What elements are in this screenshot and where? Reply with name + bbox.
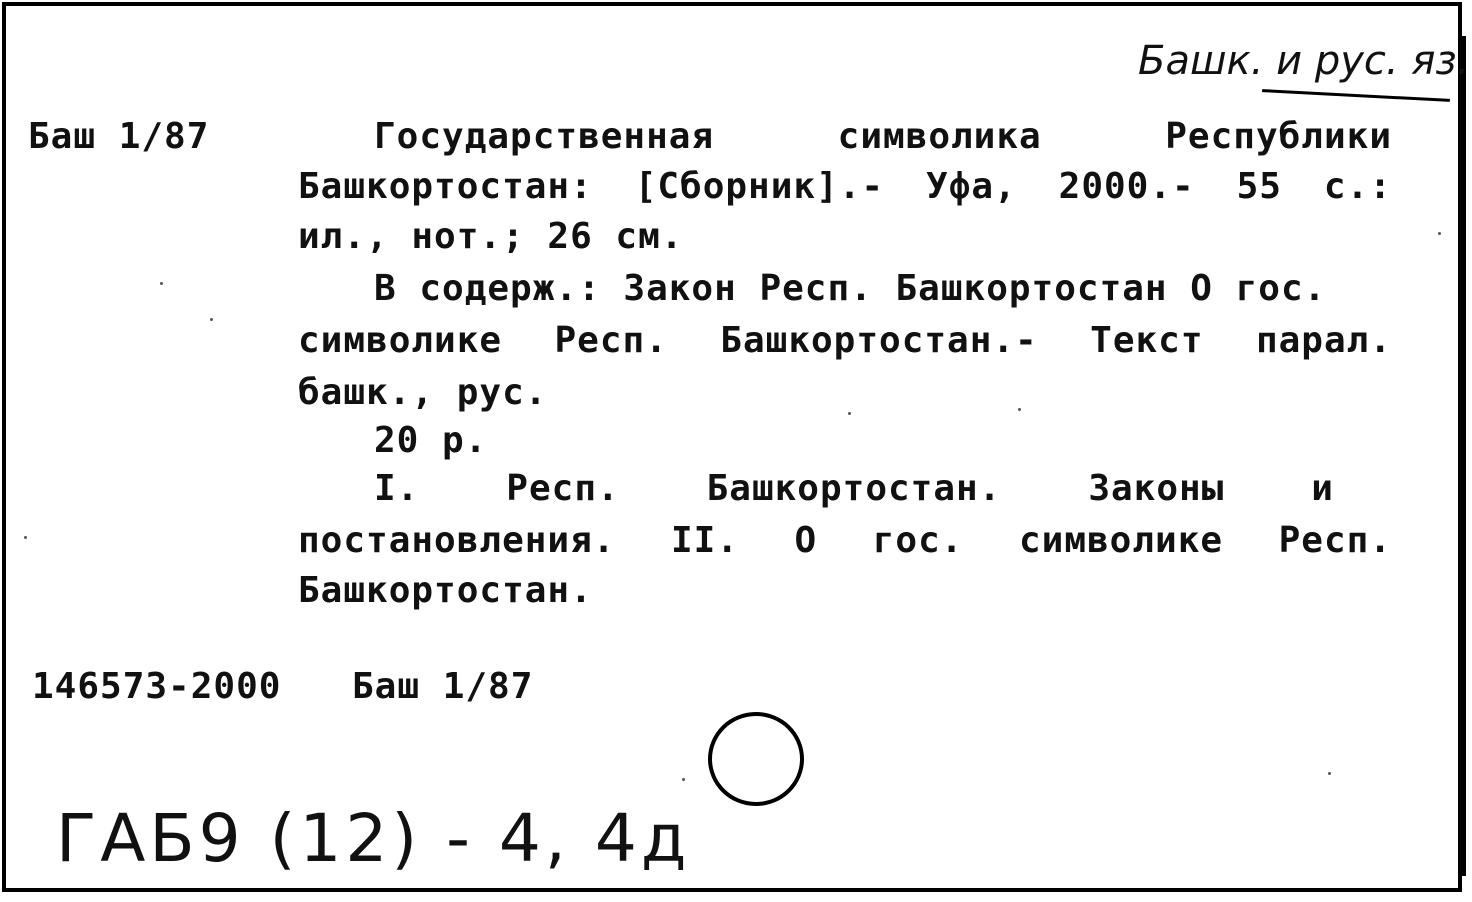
contents-word: Башкортостан.-: [720, 320, 1038, 361]
handwritten-shelfmark: ГАБ9 (12) - 4, 4д: [56, 800, 691, 877]
contents-line-2: [298, 320, 1392, 361]
language-note: Башк. и рус. яз.: [1138, 38, 1470, 84]
title-word: 2000.-: [1058, 166, 1195, 207]
card-edge: [1462, 36, 1466, 876]
scan-speck: [848, 412, 851, 415]
subject-word: символике: [1018, 520, 1224, 561]
scan-speck: [160, 282, 163, 285]
scan-speck: [1438, 232, 1441, 235]
contents-word: символике: [298, 320, 503, 361]
subject-word: Башкортостан.: [706, 468, 1002, 509]
subject-word: постановления.: [298, 520, 616, 561]
subject-word: О: [794, 520, 818, 561]
title-word: символика: [837, 116, 1042, 157]
subject-word: гос.: [872, 520, 964, 561]
title-word: Уфа,: [926, 166, 1017, 207]
price: 20 р.: [374, 420, 488, 461]
subject-word: II.: [670, 520, 739, 561]
subject-word: и: [1311, 468, 1334, 509]
scan-speck: [1018, 408, 1021, 411]
scan-speck: [1328, 772, 1331, 775]
subject-word: Респ.: [1278, 520, 1392, 561]
title-line-1: [374, 116, 1392, 157]
contents-word: парал.: [1255, 320, 1392, 361]
inventory-number: 146573-2000: [32, 666, 282, 707]
subject-word: Законы: [1088, 468, 1225, 509]
call-number-top: Баш 1/87: [28, 116, 210, 157]
contents-word: Текст: [1090, 320, 1204, 361]
scan-speck: [24, 536, 27, 539]
title-line-2: [298, 166, 1392, 207]
subject-word: Респ.: [506, 468, 620, 509]
subject-word: I.: [374, 468, 420, 509]
title-word: 55: [1236, 166, 1282, 207]
title-word: Государственная: [374, 116, 715, 157]
title-word: с.:: [1323, 166, 1392, 207]
contents-line-1: В содерж.: Закон Респ. Башкортостан О гос.: [374, 268, 1327, 309]
physical-description: ил., нот.; 26 см.: [298, 216, 684, 257]
subject-line-1: [374, 468, 1334, 509]
contents-line-3: башк., рус.: [298, 372, 548, 413]
subject-line-2: [298, 520, 1392, 561]
subject-line-3: Башкортостан.: [298, 570, 593, 611]
call-number-bottom: Баш 1/87: [352, 666, 534, 707]
contents-word: Респ.: [554, 320, 668, 361]
punch-hole-icon: [708, 712, 804, 806]
title-word: Башкортостан:: [298, 166, 593, 207]
scan-speck: [682, 778, 685, 781]
title-word: [Сборник].-: [634, 166, 885, 207]
scan-speck: [210, 318, 213, 321]
title-word: Республики: [1165, 116, 1392, 157]
